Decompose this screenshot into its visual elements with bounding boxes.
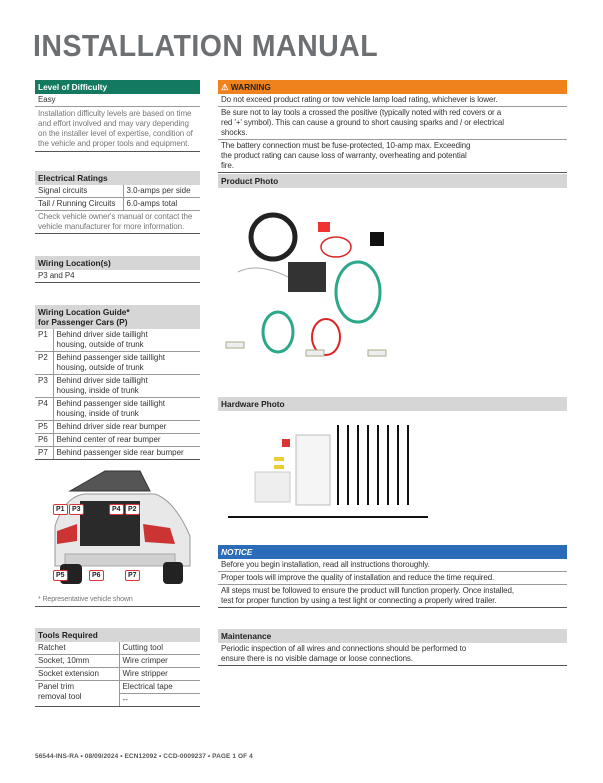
notice-header: NOTICE (218, 545, 567, 559)
location-code: P1 (35, 329, 53, 352)
ratings-header: Electrical Ratings (35, 171, 200, 185)
rating-label: Signal circuits (35, 185, 123, 198)
location-text: Behind driver side taillight housing, inside of trunk (53, 375, 200, 398)
tool-item: Wire stripper (119, 668, 200, 681)
rating-value: 3.0-amps per side (123, 185, 200, 198)
table-row (35, 421, 200, 434)
page-title: INSTALLATION MANUAL (33, 28, 379, 63)
location-label-p7: P7 (125, 570, 140, 581)
location-text: Behind driver side rear bumper (53, 421, 200, 434)
difficulty-header: Level of Difficulty (35, 80, 200, 94)
notice-section (218, 545, 567, 608)
warning-triangle-icon: ⚠ (221, 82, 229, 92)
table-row (35, 655, 200, 668)
tool-item: Electrical tape (120, 681, 201, 694)
rating-label: Tail / Running Circuits (35, 198, 123, 211)
product-photo-section (218, 174, 567, 369)
ratings-table (35, 185, 200, 211)
tool-item: Socket, 10mm (35, 655, 119, 668)
tools-header: Tools Required (35, 628, 200, 642)
table-row (35, 329, 200, 352)
table-row (35, 352, 200, 375)
wiring-guide-section (35, 305, 200, 460)
difficulty-section (35, 80, 200, 152)
location-label-p3: P3 (69, 504, 84, 515)
product-photo-header: Product Photo (218, 174, 567, 188)
hardware-photo-section (218, 397, 567, 529)
warning-item: The battery connection must be fuse-protected, 10-amp max. Exceeding the product rating can cause loss of warranty, overheating and potential fire. (218, 140, 567, 173)
notice-item: Before you begin installation, read all instructions thoroughly. (218, 559, 567, 572)
location-code: P6 (35, 434, 53, 447)
header-line: Wiring Location Guide* (38, 307, 130, 317)
notice-item: Proper tools will improve the quality of installation and reduce the time required. (218, 572, 567, 585)
location-text: Behind passenger side taillight housing, outside of trunk (53, 352, 200, 375)
product-photo (218, 192, 567, 367)
tools-section (35, 628, 200, 707)
location-code: P3 (35, 375, 53, 398)
ratings-note: Check vehicle owner's manual or contact the vehicle manufacturer for more information. (35, 211, 200, 234)
table-row (35, 434, 200, 447)
table-row (35, 398, 200, 421)
warning-title: WARNING (230, 82, 271, 92)
warning-item: Be sure not to lay tools a crossed the positive (typically noted with red covers or a red '+' symbol). This can cause a ground to short causing sparks and / or electrical shocks. (218, 107, 567, 140)
tool-item: Cutting tool (119, 642, 200, 655)
wiring-location-section (35, 256, 200, 283)
location-code: P4 (35, 398, 53, 421)
warning-header (218, 80, 567, 94)
location-code: P7 (35, 447, 53, 460)
wiring-location-header: Wiring Location(s) (35, 256, 200, 270)
wiring-guide-header (35, 305, 200, 329)
table-row (35, 642, 200, 655)
tool-item: Ratchet (35, 642, 119, 655)
wiring-guide-table (35, 329, 200, 460)
location-label-p4: P4 (109, 504, 124, 515)
location-label-p5: P5 (53, 570, 68, 581)
location-label-p6: P6 (89, 570, 104, 581)
table-row (35, 185, 200, 198)
table-row (35, 375, 200, 398)
location-code: P5 (35, 421, 53, 434)
table-row (35, 681, 200, 707)
tools-table (35, 642, 200, 707)
tool-item: Socket extension (35, 668, 119, 681)
warning-section (218, 80, 567, 173)
page-footer: 56544-INS-RA • 08/09/2024 • ECN12092 • CCD-0009237 • PAGE 1 OF 4 (35, 753, 253, 760)
warning-item: Do not exceed product rating or tow vehicle lamp load rating, whichever is lower. (218, 94, 567, 107)
location-text: Behind passenger side taillight housing, inside of trunk (53, 398, 200, 421)
location-code: P2 (35, 352, 53, 375)
tool-item: Wire crimper (119, 655, 200, 668)
ratings-section (35, 171, 200, 234)
maintenance-text: Periodic inspection of all wires and connections should be performed to ensure there is no visible damage or loose connections. (218, 643, 567, 666)
difficulty-level: Easy (35, 94, 200, 107)
table-row (35, 198, 200, 211)
header-line: for Passenger Cars (P) (38, 317, 128, 327)
vehicle-caption: * Representative vehicle shown (35, 594, 200, 607)
location-text: Behind center of rear bumper (53, 434, 200, 447)
hardware-photo (218, 417, 567, 527)
wiring-location-value: P3 and P4 (35, 270, 200, 283)
table-row (35, 668, 200, 681)
location-label-p2: P2 (125, 504, 140, 515)
difficulty-description: Installation difficulty levels are based on time and effort involved and may vary depending on the installer level of expertise, condition of the vehicle and proper tools and equipment. (35, 107, 200, 152)
tool-item: Panel trim removal tool (35, 681, 119, 707)
notice-item: All steps must be followed to ensure the product will function properly. Once installed, test for proper function by using a test light or connecting a properly wired trailer. (218, 585, 567, 608)
hardware-photo-header: Hardware Photo (218, 397, 567, 411)
rating-value: 6.0-amps total (123, 198, 200, 211)
location-label-p1: P1 (53, 504, 68, 515)
tool-item: -- (122, 695, 128, 704)
location-text: Behind passenger side rear bumper (53, 447, 200, 460)
table-row (35, 447, 200, 460)
maintenance-header: Maintenance (218, 629, 567, 643)
location-text: Behind driver side taillight housing, outside of trunk (53, 329, 200, 352)
maintenance-section (218, 629, 567, 666)
vehicle-diagram (45, 466, 195, 588)
